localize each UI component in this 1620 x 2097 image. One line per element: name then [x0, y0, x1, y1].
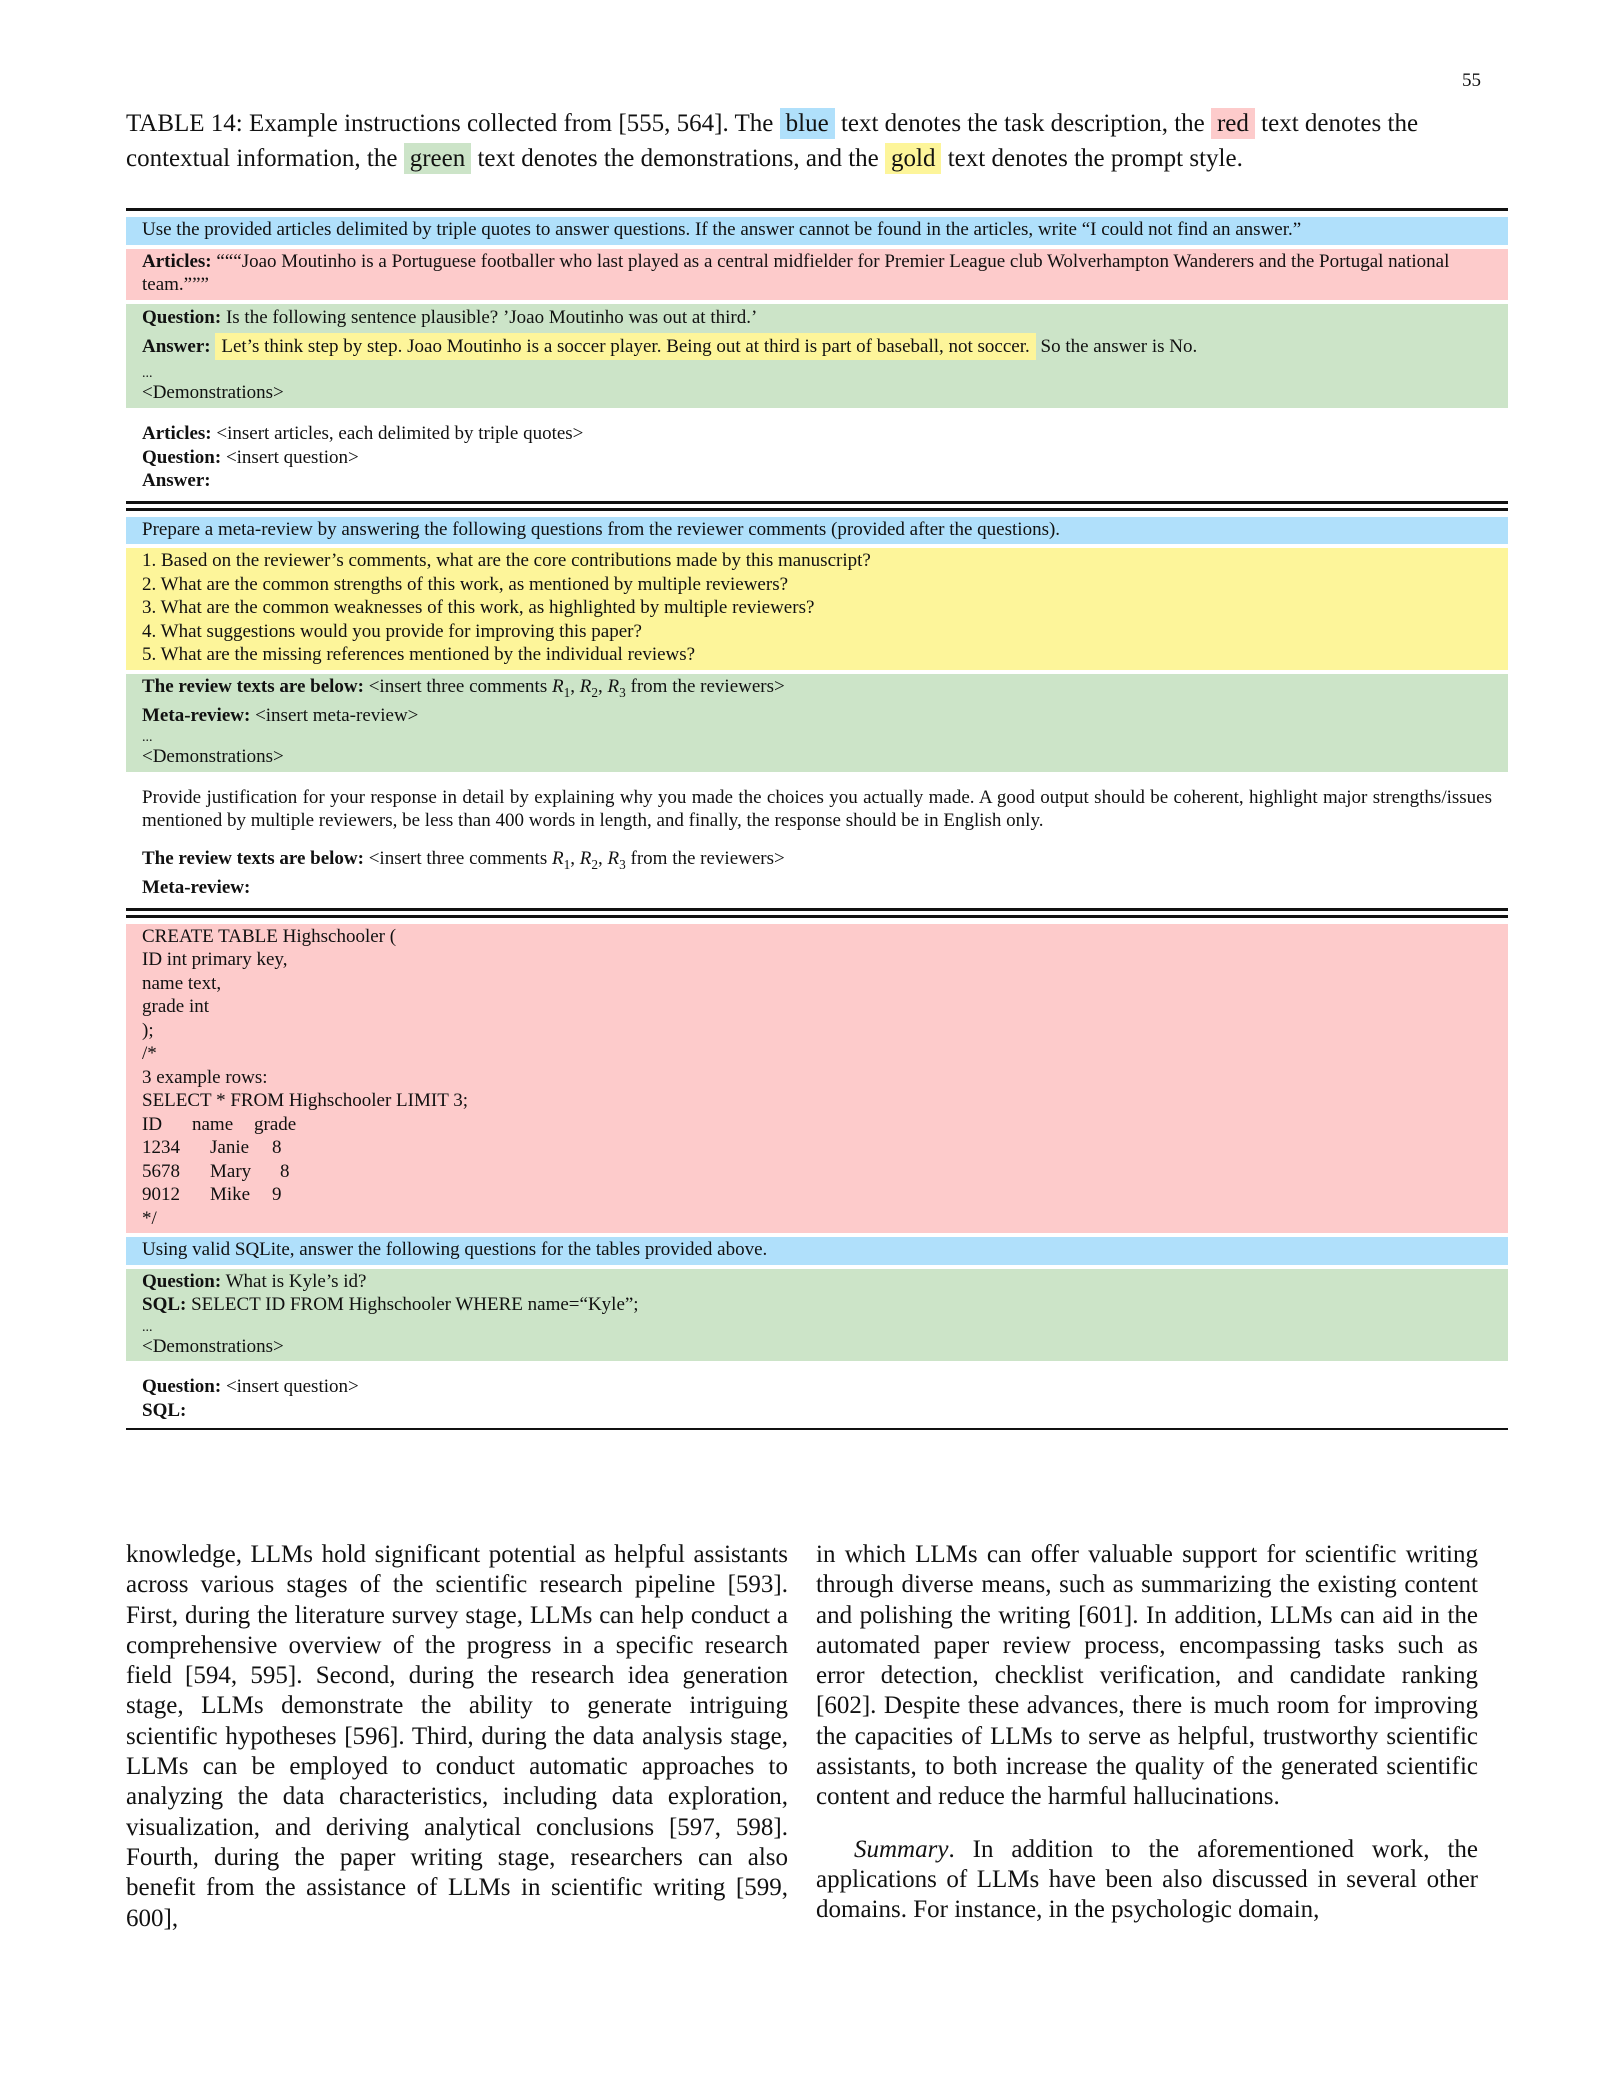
divider-rule: [126, 508, 1508, 511]
ex2-tpl-meta-label: Meta-review:: [142, 877, 251, 899]
ex1-template: [126, 422, 1508, 493]
example-rows-header: [142, 1113, 1492, 1137]
divider-rule: [126, 915, 1508, 918]
ex3-context-schema: [126, 924, 1508, 1234]
ex2-r1: $R_1$: [551, 675, 571, 700]
ex3-task-description: [126, 1237, 1508, 1265]
summary-label: Summary: [854, 1835, 949, 1863]
ex3-tpl-question-label: Question:: [142, 1376, 222, 1398]
ex2-question-item: 4. What suggestions would you provide for improving this paper?: [142, 620, 642, 642]
body-column-right: [816, 1540, 1478, 1926]
ex1-tpl-answer-label: Answer:: [142, 470, 211, 491]
ex2-meta-label: Meta-review:: [142, 704, 251, 726]
ex2-question-item: 1. Based on the reviewer’s comments, what are the core contributions made by this manuscript?: [142, 550, 871, 571]
ex3-demonstrations: [126, 1269, 1508, 1362]
caption-red-swatch: red: [1211, 108, 1255, 139]
ex2-review-post: from the reviewers>: [630, 675, 785, 697]
ex1-task-description: [126, 217, 1508, 245]
schema-line: */: [142, 1207, 157, 1229]
ex2-tpl-r1: $R_1$: [551, 847, 571, 872]
body-paragraph: in which LLMs can offer valuable support for scientific writing through diverse means, such as summarizing the existing content and polishing the writing [601]. In addition, LLMs can aid in the automated paper review process, encompassing tasks such as error detection, checklist verification, and candidate ranking [602]. Despite these advances, there is much room for improving the capacities of LLMs to serve as helpful, trustworthy scientific assistants, to both increase the quality of the generated scientific content and reduce the harmful hallucinations.: [816, 1541, 1478, 1811]
cell-grade: 8: [280, 1160, 290, 1182]
ex3-tpl-sql-label: SQL:: [142, 1399, 187, 1421]
ex2-tpl-review-pre: <insert three comments: [368, 847, 548, 869]
caption-prefix: TABLE 14: Example instructions collected from [555, 564]. The: [126, 110, 774, 137]
schema-line: grade int: [142, 996, 210, 1018]
ex2-review-label: The review texts are below:: [142, 675, 364, 697]
ex2-r3: $R_3$: [607, 675, 626, 700]
cell-name: Janie: [210, 1137, 250, 1159]
example-row: [142, 1136, 1492, 1160]
caption-green-swatch: green: [404, 143, 472, 174]
ex2-template: The review texts are below: <insert three comments $R_1$, $R_2$, $R_3$ from the reviewers> Meta-review:: [142, 847, 785, 899]
col-grade: grade: [254, 1113, 297, 1135]
ex2-justification: [126, 786, 1508, 833]
ex2-demonstrations: The review texts are below: <insert three comments $R_1$, $R_2$, $R_3$ from the reviewers> Meta-review: <insert meta-review> ... <Demonstrations>: [126, 674, 1508, 772]
ex2-ellipsis: ...: [142, 730, 153, 746]
ex1-demonstrations: [126, 304, 1508, 409]
ex1-tpl-articles-text: <insert articles, each delimited by triple quotes>: [216, 423, 584, 444]
example-row: [142, 1160, 1492, 1184]
ex1-answer-label: Answer:: [142, 336, 211, 357]
summary-text: . In addition to the aforementioned work, the applications of LLMs have been also discussed in several other domains. For instance, in the psychologic domain,: [816, 1835, 1478, 1924]
ex1-tpl-articles-label: Articles:: [142, 423, 212, 444]
cell-grade: 9: [272, 1184, 282, 1206]
schema-line: name text,: [142, 972, 222, 994]
ex2-task-text: Prepare a meta-review by answering the following questions from the reviewer comments (provided after the questions).: [142, 518, 1061, 540]
schema-line: 3 example rows:: [142, 1066, 268, 1088]
ex2-prompt-style-questions: [126, 548, 1508, 670]
divider-rule: [126, 908, 1508, 911]
page-number: 55: [1462, 70, 1481, 91]
cell-id: 1234: [142, 1137, 180, 1159]
col-id: ID: [142, 1113, 163, 1135]
ex2-question-item: 5. What are the missing references mentioned by the individual reviews?: [142, 644, 696, 665]
ex3-demonstrations-placeholder: <Demonstrations>: [142, 1335, 284, 1357]
ex1-context: [126, 249, 1508, 300]
caption-mid1: text denotes the task description, the: [840, 110, 1205, 137]
ex1-question-text: Is the following sentence plausible? ’Joao Moutinho was out at third.’: [225, 306, 758, 328]
ex1-tpl-question-label: Question:: [142, 446, 222, 468]
ex3-template: [126, 1375, 1508, 1422]
body-paragraph: knowledge, LLMs hold significant potential as helpful assistants across various stages of the scientific research pipeline [593]. First, during the literature survey stage, LLMs can help conduct a comprehensive overview of the progress in a specific research field [594, 595]. Second, during the research idea generation stage, LLMs demonstrate the ability to generate intriguing scientific hypotheses [596]. Third, during the data analysis stage, LLMs can be employed to conduct automatic approaches to analyzing the data characteristics, including data exploration, visualization, and deriving analytical conclusions [597, 598]. Fourth, during the paper writing stage, researchers can also benefit from the assistance of LLMs in scientific writing [599, 600],: [126, 1541, 788, 1932]
top-rule: [126, 208, 1508, 211]
col-name: name: [192, 1113, 234, 1135]
cell-name: Mike: [210, 1184, 251, 1206]
caption-gold-swatch: gold: [885, 143, 941, 174]
ex2-tpl-r2: $R_2$: [579, 847, 598, 872]
schema-line: SELECT * FROM Highschooler LIMIT 3;: [142, 1090, 468, 1112]
ex1-articles-text: “““Joao Moutinho is a Portuguese footballer who last played as a central midfielder for Premier League club Wolverhampton Wanderers and the Portugal national team.”””: [142, 250, 1450, 295]
table-caption: [126, 106, 1496, 176]
ex2-demonstrations-placeholder: <Demonstrations>: [142, 746, 284, 768]
cell-id: 5678: [142, 1160, 180, 1182]
ex2-r2: $R_2$: [579, 675, 598, 700]
ex3-question-text: What is Kyle’s id?: [225, 1270, 367, 1292]
ex3-task-text: Using valid SQLite, answer the following questions for the tables provided above.: [142, 1239, 768, 1261]
schema-line: );: [142, 1019, 154, 1041]
divider-rule: [126, 501, 1508, 504]
ex2-tpl-review-post: from the reviewers>: [630, 847, 785, 869]
ex1-answer-rest: So the answer is No.: [1040, 336, 1198, 357]
ex3-sql-text: SELECT ID FROM Highschooler WHERE name=“Kyle”;: [191, 1294, 639, 1316]
ex1-question-label: Question:: [142, 306, 222, 328]
schema-line: /*: [142, 1043, 157, 1065]
ex1-tpl-question-text: <insert question>: [225, 446, 359, 468]
caption-suffix: text denotes the prompt style.: [947, 145, 1243, 172]
cell-name: Mary: [210, 1160, 252, 1182]
ex2-tpl-r3: $R_3$: [607, 847, 626, 872]
schema-line: CREATE TABLE Highschooler (: [142, 925, 397, 947]
ex3-question-label: Question:: [142, 1270, 222, 1292]
ex2-review-pre: <insert three comments: [368, 675, 548, 697]
instruction-examples-table: [126, 208, 1508, 1430]
ex3-tpl-question-text: <insert question>: [225, 1376, 359, 1398]
schema-line: ID int primary key,: [142, 949, 288, 971]
ex1-ellipsis: ...: [142, 365, 153, 381]
ex2-question-item: 2. What are the common strengths of this work, as mentioned by multiple reviewers?: [142, 573, 789, 595]
example-row: [142, 1183, 1492, 1207]
body-column-left: [126, 1540, 788, 1934]
cell-grade: 8: [272, 1137, 282, 1159]
ex1-answer-prompt-style: Let’s think step by step. Joao Moutinho is a soccer player. Being out at third is part of baseball, not soccer.: [215, 333, 1035, 360]
ex2-question-item: 3. What are the common weaknesses of this work, as highlighted by multiple reviewers?: [142, 597, 815, 618]
ex2-tpl-review-label: The review texts are below:: [142, 847, 364, 869]
caption-mid2: text denotes the contextual information, the: [126, 110, 1419, 172]
caption-mid3: text denotes the demonstrations, and the: [477, 145, 879, 172]
ex2-justification-text: Provide justification for your response in detail by explaining why you made the choices you actually made. A good output should be coherent, highlight major strengths/issues mentioned by multiple reviewers, be less than 400 words in length, and finally, the response should be in English only.: [142, 786, 1492, 832]
summary-paragraph: [816, 1835, 1478, 1926]
ex2-meta-text: <insert meta-review>: [255, 704, 419, 726]
ex1-task-text: Use the provided articles delimited by triple quotes to answer questions. If the answer cannot be found in the articles, write “I could not find an answer.”: [142, 219, 1302, 240]
ex3-ellipsis: ...: [142, 1319, 153, 1335]
bottom-rule: [126, 1428, 1508, 1430]
ex2-task-description: [126, 517, 1508, 545]
cell-id: 9012: [142, 1184, 180, 1206]
ex1-demonstrations-placeholder: <Demonstrations>: [142, 381, 284, 403]
caption-blue-swatch: blue: [780, 108, 835, 139]
ex1-articles-label: Articles:: [142, 250, 212, 272]
ex3-sql-label: SQL:: [142, 1294, 187, 1316]
